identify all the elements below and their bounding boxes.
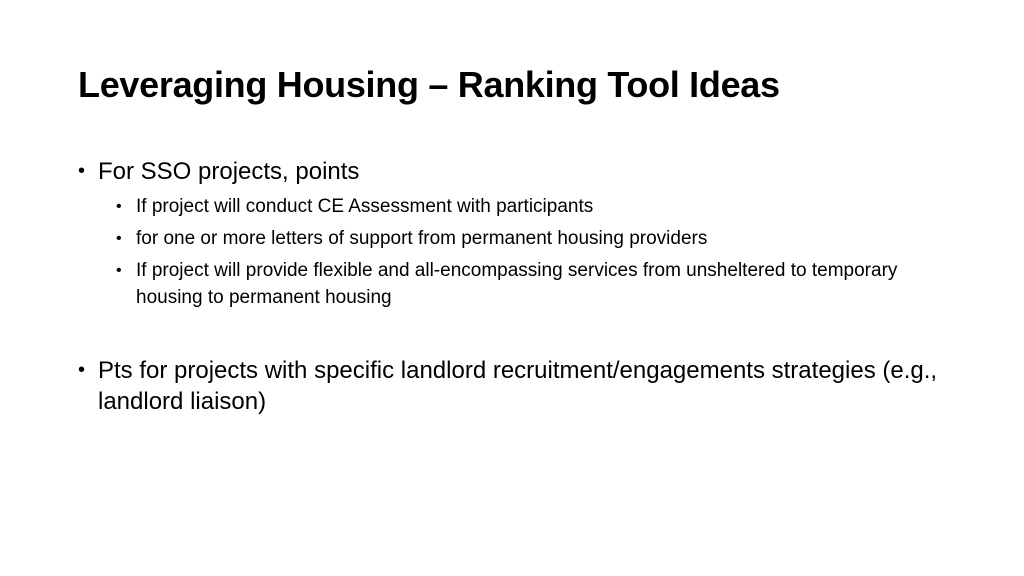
sub-bullet-icon: • <box>116 262 122 279</box>
sub-bullet-item-letters-of-support <box>78 225 958 252</box>
bullet-text: For SSO projects, points <box>98 158 360 185</box>
bullet-icon: • <box>78 160 86 182</box>
sub-bullet-text: If project will conduct CE Assessment with participants <box>136 196 594 217</box>
slide-body <box>78 156 958 417</box>
bullet-text: Pts for projects with specific landlord recruitment/engagements strategies (e.g., landlord liaison) <box>98 357 938 415</box>
slide-title: Leveraging Housing – Ranking Tool Ideas <box>78 64 780 105</box>
sub-bullet-text: for one or more letters of support from permanent housing providers <box>136 228 708 249</box>
sub-bullet-item-flexible-services <box>78 257 958 311</box>
sub-bullet-item-ce-assessment <box>78 193 958 220</box>
bullet-item-sso-projects <box>78 156 958 187</box>
bullet-item-landlord-strategies <box>78 355 958 417</box>
sub-bullet-icon: • <box>116 198 122 215</box>
sub-bullet-text: If project will provide flexible and all-encompassing services from unsheltered to temporary housing to permanent housing <box>136 260 898 308</box>
sub-bullet-icon: • <box>116 230 122 247</box>
bullet-icon: • <box>78 359 86 381</box>
